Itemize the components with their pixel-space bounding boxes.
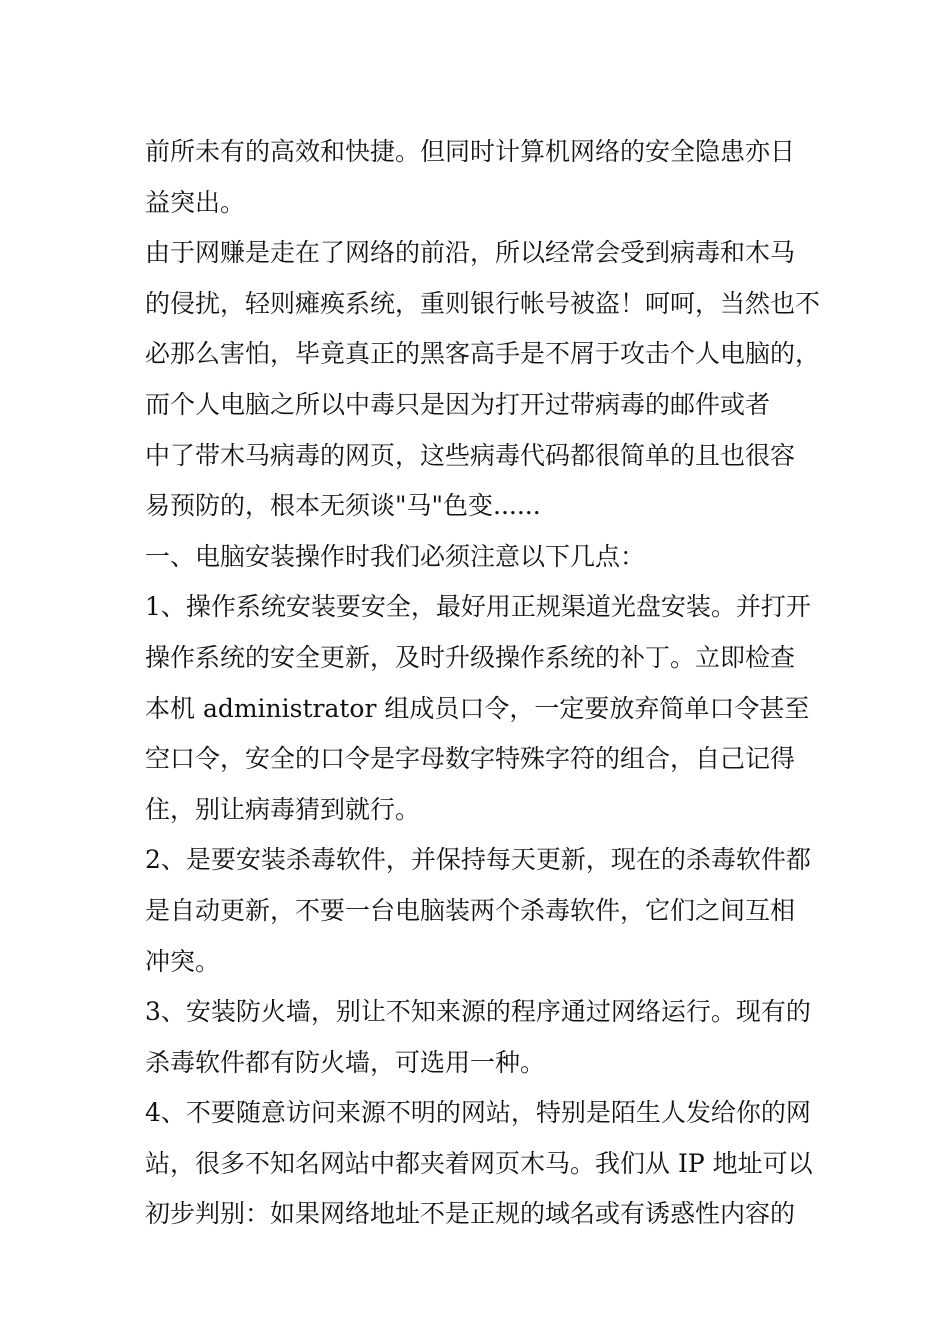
text-line: 的侵扰，轻则瘫痪系统，重则银行帐号被盗！呵呵，当然也不 [145, 288, 821, 318]
text-line: 站，很多不知名网站中都夹着网页木马。我们从 IP 地址可以 [145, 1148, 813, 1178]
text-line: 必那么害怕，毕竟真正的黑客高手是不屑于攻击个人电脑的， [145, 339, 821, 369]
list-item-line: 4、不要随意访问来源不明的网站，特别是陌生人发给你的网 [145, 1098, 811, 1128]
text-line: 而个人电脑之所以中毒只是因为打开过带病毒的邮件或者 [145, 389, 771, 419]
text-line: 初步判别：如果网络地址不是正规的域名或有诱惑性内容的 [145, 1199, 796, 1229]
section-heading: 一、电脑安装操作时我们必须注意以下几点： [145, 541, 646, 571]
list-item-line: 1、操作系统安装要安全，最好用正规渠道光盘安装。并打开 [145, 592, 811, 622]
text-line: 操作系统的安全更新，及时升级操作系统的补丁。立即检查 [145, 642, 796, 672]
text-line: 杀毒软件都有防火墙，可选用一种。 [145, 1047, 546, 1077]
text-line: 住，别让病毒猜到就行。 [145, 794, 421, 824]
text-line: 由于网赚是走在了网络的前沿，所以经常会受到病毒和木马 [145, 238, 796, 268]
text-line: 本机 administrator 组成员口令，一定要放弃简单口令甚至 [145, 693, 810, 723]
text-line: 冲突。 [145, 946, 221, 976]
text-line: 空口令，安全的口令是字母数字特殊字符的组合，自己记得 [145, 744, 796, 774]
list-item-line: 3、安装防火墙，别让不知来源的程序通过网络运行。现有的 [145, 997, 811, 1027]
document-body [145, 127, 825, 1240]
text-line: 前所未有的高效和快捷。但同时计算机网络的安全隐患亦日 [145, 137, 796, 166]
text-line: 益突出。 [145, 187, 246, 217]
text-line: 是自动更新，不要一台电脑装两个杀毒软件，它们之间互相 [145, 895, 796, 925]
text-line: 易预防的，根本无须谈"马"色变...... [145, 491, 541, 521]
text-line: 中了带木马病毒的网页，这些病毒代码都很简单的且也很容 [145, 440, 796, 470]
list-item-line: 2、是要安装杀毒软件，并保持每天更新，现在的杀毒软件都 [145, 845, 811, 875]
